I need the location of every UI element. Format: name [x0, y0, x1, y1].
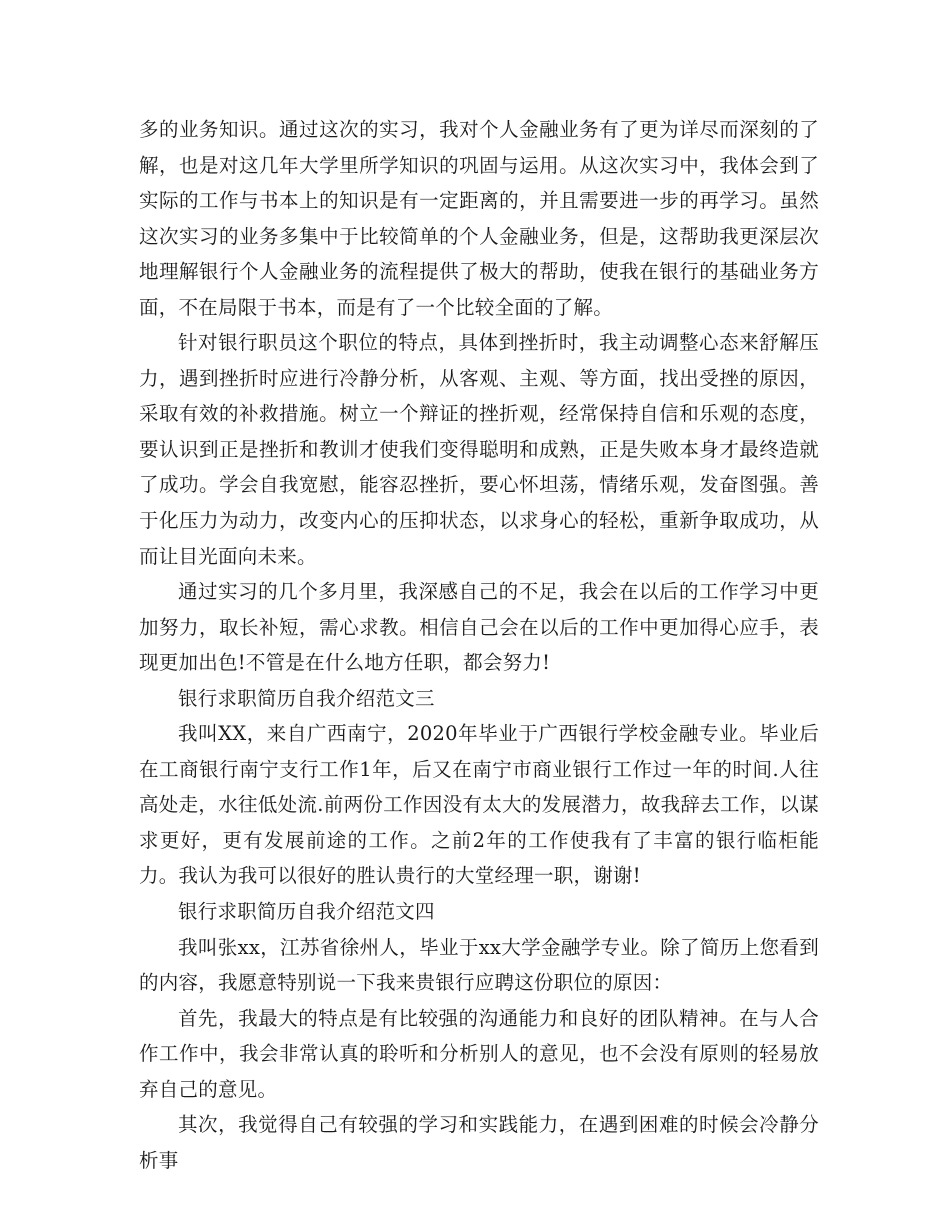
paragraph-internship-reflection: 通过实习的几个多月里，我深感自己的不足，我会在以后的工作学习中更加努力，取长补短，需心求教。相信自己会在以后的工作中更加得心应手，表现更加出色!不管是在什么地方任职，都会努力! [139, 580, 819, 675]
document-body [139, 112, 819, 1178]
paragraph-first-strength: 首先，我最大的特点是有比较强的沟通能力和良好的团队精神。在与人合作工作中，我会非常认真的聆听和分析别人的意见，也不会没有原则的轻易放弃自己的意见。 [139, 1006, 819, 1101]
paragraph-second-strength: 其次，我觉得自己有较强的学习和实践能力，在遇到困难的时候会冷静分析事 [139, 1113, 819, 1172]
paragraph-continuation: 多的业务知识。通过这次的实习，我对个人金融业务有了更为详尽而深刻的了解，也是对这几年大学里所学知识的巩固与运用。从这次实习中，我体会到了实际的工作与书本上的知识是有一定距离的，并且需要进一步的再学习。虽然这次实习的业务多集中于比较简单的个人金融业务，但是，这帮助我更深层次地理解银行个人金融业务的流程提供了极大的帮助，使我在银行的基础业务方面，不在局限于书本，而是有了一个比较全面的了解。 [139, 118, 819, 319]
paragraph-coping-with-setbacks: 针对银行职员这个职位的特点，具体到挫折时，我主动调整心态来舒解压力，遇到挫折时应进行冷静分析，从客观、主观、等方面，找出受挫的原因，采取有效的补救措施。树立一个辩证的挫折观，经常保持自信和乐观的态度，要认识到正是挫折和教训才使我们变得聪明和成熟，正是失败本身才最终造就了成功。学会自我宽慰，能容忍挫折，要心怀坦荡，情绪乐观，发奋图强。善于化压力为动力，改变内心的压抑状态，以求身心的轻松，重新争取成功，从而让目光面向未来。 [139, 331, 819, 568]
section-heading-sample-three: 银行求职简历自我介绍范文三 [178, 686, 435, 710]
paragraph-sample-three-intro: 我叫XX，来自广西南宁，2020年毕业于广西银行学校金融专业。毕业后在工商银行南宁支行工作1年，后又在南宁市商业银行工作过一年的时间.人往高处走，水往低处流.前两份工作因没有太大的发展潜力，故我辞去工作，以谋求更好，更有发展前途的工作。之前2年的工作使我有了丰富的银行临柜能力。我认为我可以很好的胜认贵行的大堂经理一职，谢谢! [139, 722, 819, 888]
section-heading-sample-four: 银行求职简历自我介绍范文四 [178, 900, 435, 924]
paragraph-sample-four-intro: 我叫张xx，江苏省徐州人，毕业于xx大学金融学专业。除了简历上您看到的内容，我愿意特别说一下我来贵银行应聘这份职位的原因： [139, 935, 819, 995]
